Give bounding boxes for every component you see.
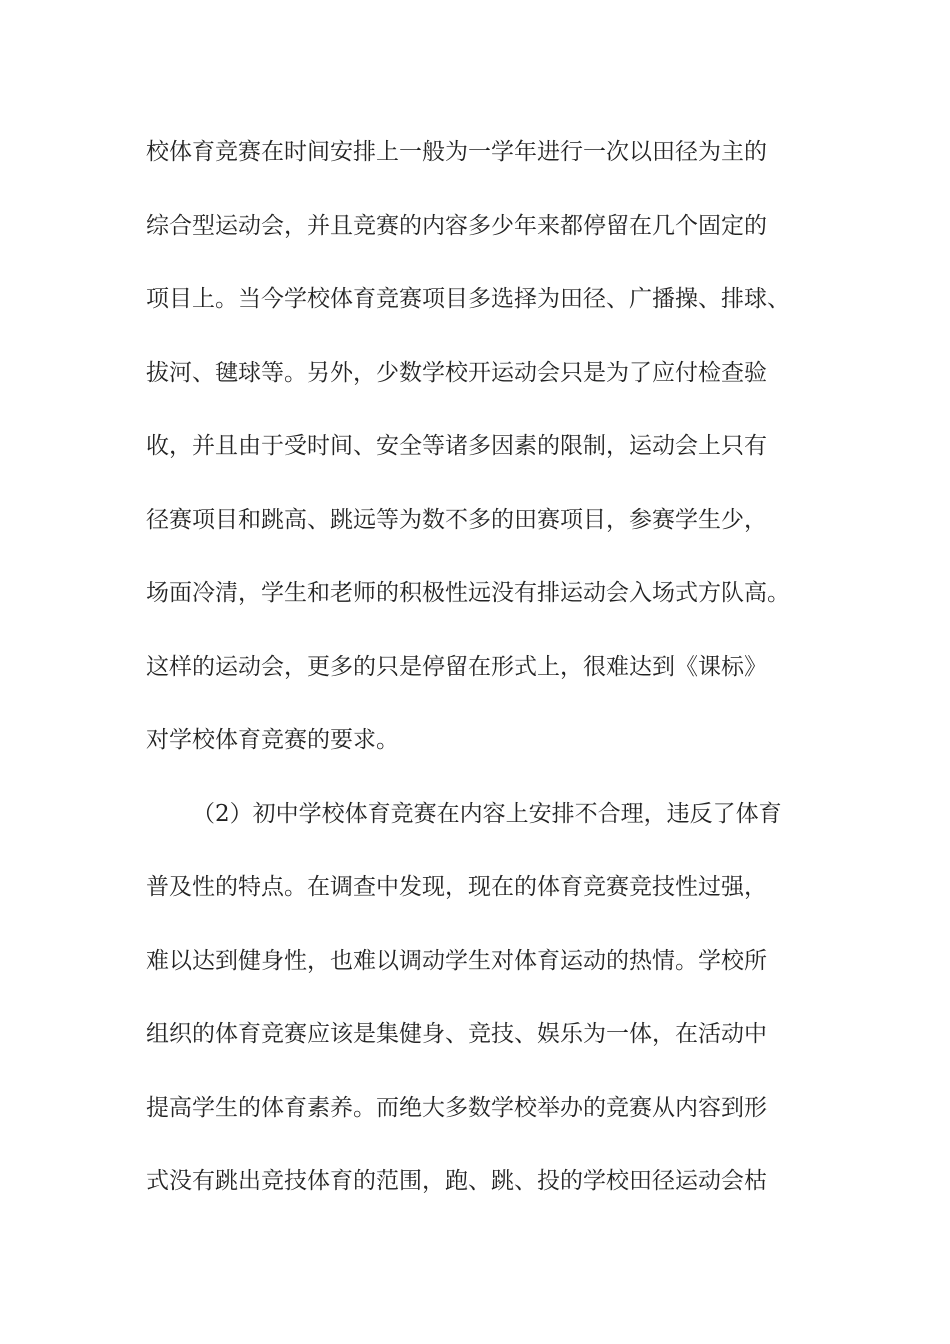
body-text	[146, 132, 836, 1235]
text-line: 收，并且由于受时间、安全等诸多因素的限制，运动会上只有	[146, 433, 767, 459]
paragraph-start-line: （2）初中学校体育竞赛在内容上安排不合理，违反了体育	[192, 800, 782, 827]
text-line: 校体育竞赛在时间安排上一般为一学年进行一次以田径为主的	[146, 139, 767, 165]
text-line: 场面冷清，学生和老师的积极性远没有排运动会入场式方队高。	[146, 580, 790, 606]
text-line: 式没有跳出竞技体育的范围，跑、跳、投的学校田径运动会枯	[146, 1168, 767, 1194]
text-line: 综合型运动会，并且竞赛的内容多少年来都停留在几个固定的	[146, 212, 767, 239]
text-line: 对学校体育竞赛的要求。	[146, 727, 399, 753]
text-line: 组织的体育竞赛应该是集健身、竞技、娱乐为一体，在活动中	[146, 1021, 767, 1047]
text-line: 项目上。当今学校体育竞赛项目多选择为田径、广播操、排球、	[146, 286, 790, 312]
text-line: 普及性的特点。在调查中发现，现在的体育竞赛竞技性过强，	[146, 874, 767, 900]
text-line: 难以达到健身性，也难以调动学生对体育运动的热情。学校所	[146, 947, 767, 974]
text-line: 径赛项目和跳高、跳远等为数不多的田赛项目，参赛学生少，	[146, 506, 767, 533]
text-line: 拔河、毽球等。另外，少数学校开运动会只是为了应付检查验	[146, 359, 767, 386]
text-line: 提高学生的体育素养。而绝大多数学校举办的竞赛从内容到形	[146, 1094, 767, 1121]
text-line: 这样的运动会，更多的只是停留在形式上，很难达到《课标》	[146, 653, 767, 680]
